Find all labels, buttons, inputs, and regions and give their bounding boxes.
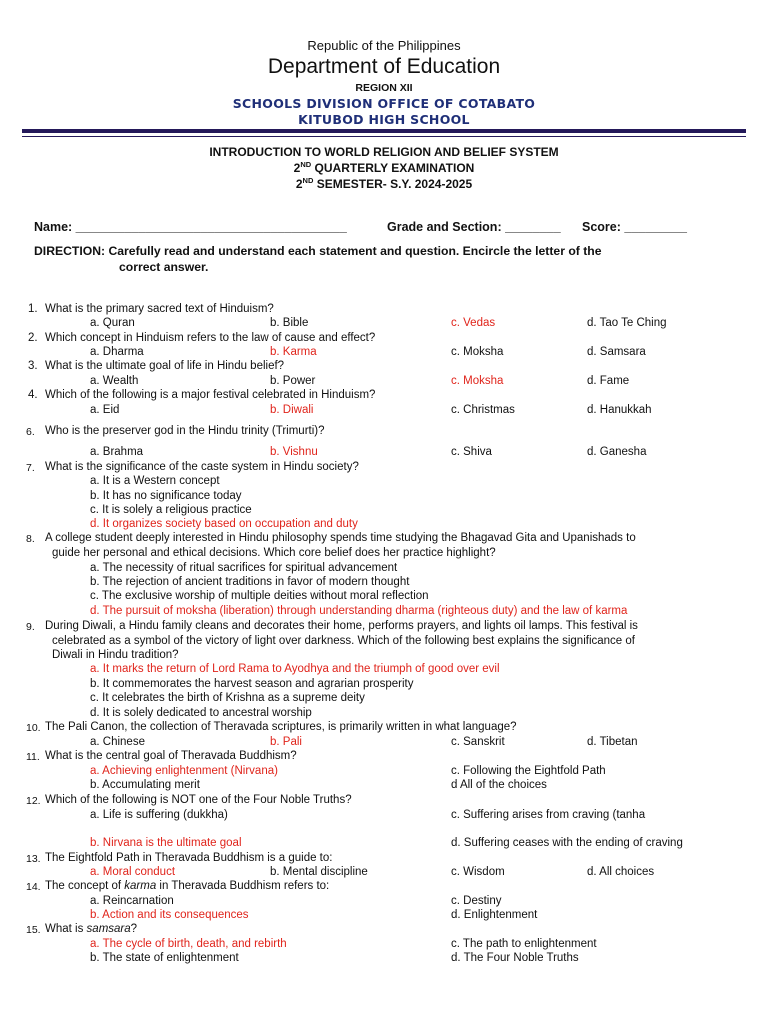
choice: d. It is solely dedicated to ancestral worship xyxy=(90,707,312,719)
question-number: 4. xyxy=(28,389,38,401)
question-text: Who is the preserver god in the Hindu trinity (Trimurti)? xyxy=(45,425,325,437)
question-text-line: celebrated as a symbol of the victory of light over darkness. Which of the following best explains the significance of xyxy=(52,634,635,647)
choice: a. Brahma xyxy=(90,446,144,458)
exam-subject: INTRODUCTION TO WORLD RELIGION AND BELIEF SYSTEM xyxy=(209,145,559,159)
score-field: Score: _________ xyxy=(582,220,687,234)
question-number: 7. xyxy=(26,462,35,474)
exam-quarter: 2ND QUARTERLY EXAMINATION xyxy=(293,160,475,175)
choice: b. Power xyxy=(270,375,316,387)
choice: a. Wealth xyxy=(90,375,139,387)
question-number: 13. xyxy=(26,853,41,865)
choice-correct: b. Karma xyxy=(270,346,317,358)
choice: c. Destiny xyxy=(451,895,502,907)
question-text-line: During Diwali, a Hindu family cleans and decorates their home, performs prayers, and lights oil lamps. This festival is xyxy=(45,620,638,632)
choice: b. The rejection of ancient traditions in favor of modern thought xyxy=(90,576,410,588)
question-number: 2. xyxy=(28,332,38,344)
question-text: What is the ultimate goal of life in Hindu belief? xyxy=(45,360,285,372)
choice: d. The Four Noble Truths xyxy=(451,952,579,964)
question-number: 12. xyxy=(26,795,41,807)
choice-correct: b. Nirvana is the ultimate goal xyxy=(90,837,242,849)
choice: c. Moksha xyxy=(451,346,504,358)
question-text: The Eightfold Path in Theravada Buddhism is a guide to: xyxy=(45,852,333,864)
question-number: 3. xyxy=(28,360,38,372)
question-text: What is the primary sacred text of Hinduism? xyxy=(45,303,274,315)
question-number: 11. xyxy=(26,751,40,763)
choice: c. It celebrates the birth of Krishna as a supreme deity xyxy=(90,692,365,704)
choice: b. Bible xyxy=(270,317,309,329)
choice: d. Tibetan xyxy=(587,736,638,748)
choice: a. Life is suffering (dukkha) xyxy=(90,809,228,821)
department-title: Department of Education xyxy=(267,55,501,78)
choice: d. Tao Te Ching xyxy=(587,317,667,329)
question-number: 1. xyxy=(28,303,38,315)
question-text: What is the significance of the caste system in Hindu society? xyxy=(45,461,359,473)
choice: c. Christmas xyxy=(451,404,515,416)
choice: a. It is a Western concept xyxy=(90,475,220,487)
choice: b. Mental discipline xyxy=(270,866,368,878)
name-field: Name: _______________________________________ xyxy=(34,220,347,234)
choice-correct: b. Action and its consequences xyxy=(90,909,249,921)
choice: a. Dharma xyxy=(90,346,144,358)
choice: c. The path to enlightenment xyxy=(451,938,597,950)
choice: d. Samsara xyxy=(587,346,646,358)
header-divider-thick xyxy=(22,129,746,133)
choice-correct: d. The pursuit of moksha (liberation) through understanding dharma (righteous duty) and the law of karma xyxy=(90,605,628,617)
republic-line: Republic of the Philippines xyxy=(307,38,461,53)
question-number: 10. xyxy=(26,722,41,734)
choice-correct: a. The cycle of birth, death, and rebirth xyxy=(90,938,287,950)
question-number: 14. xyxy=(26,881,41,893)
choice: c. Suffering arises from craving (tanha xyxy=(451,809,646,821)
choice: d. All choices xyxy=(587,866,655,878)
choice-correct: b. Vishnu xyxy=(270,446,318,458)
choice-correct: a. Moral conduct xyxy=(90,866,176,878)
choice: a. Reincarnation xyxy=(90,895,174,907)
choice: d All of the choices xyxy=(451,779,547,791)
school-line: KITUBOD HIGH SCHOOL xyxy=(298,112,470,127)
choice-correct: a. It marks the return of Lord Rama to Ayodhya and the triumph of good over evil xyxy=(90,663,500,675)
choice: c. It is solely a religious practice xyxy=(90,504,252,516)
question-text: Which concept in Hinduism refers to the law of cause and effect? xyxy=(45,332,376,344)
question-text: Which of the following is a major festival celebrated in Hinduism? xyxy=(45,389,376,401)
choice: b. It has no significance today xyxy=(90,490,242,502)
direction-line-1: DIRECTION: Carefully read and understand each statement and question. Encircle the letter of the xyxy=(34,244,602,258)
choice: d. Fame xyxy=(587,375,630,387)
question-text: The Pali Canon, the collection of Theravada scriptures, is primarily written in what language? xyxy=(45,721,517,733)
header-divider-thin xyxy=(22,136,746,137)
choice-correct: d. It organizes society based on occupation and duty xyxy=(90,518,358,530)
question-text: Which of the following is NOT one of the Four Noble Truths? xyxy=(45,794,352,806)
choice-correct: a. Achieving enlightenment (Nirvana) xyxy=(90,765,278,777)
choice-correct: c. Vedas xyxy=(451,317,496,329)
choice: c. The exclusive worship of multiple deities without moral reflection xyxy=(90,590,429,602)
choice: c. Shiva xyxy=(451,446,492,458)
choice: d. Ganesha xyxy=(587,446,647,458)
grade-section-field: Grade and Section: ________ xyxy=(387,220,561,234)
question-text-line: A college student deeply interested in Hindu philosophy spends time studying the Bhagavad Gita and Upanishads to xyxy=(45,532,636,544)
choice: c. Wisdom xyxy=(451,866,505,878)
question-text-line: Diwali in Hindu tradition? xyxy=(52,649,179,661)
question-text: What is samsara? xyxy=(45,923,138,935)
question-text: What is the central goal of Theravada Buddhism? xyxy=(45,750,297,762)
choice: a. The necessity of ritual sacrifices for spiritual advancement xyxy=(90,562,398,574)
choice: d. Enlightenment xyxy=(451,909,538,921)
choice: d. Suffering ceases with the ending of craving xyxy=(451,837,683,849)
exam-semester: 2ND SEMESTER- S.Y. 2024-2025 xyxy=(295,176,473,191)
division-line: SCHOOLS DIVISION OFFICE OF COTABATO xyxy=(232,96,536,111)
choice: d. Hanukkah xyxy=(587,404,652,416)
question-number: 8. xyxy=(26,533,35,545)
choice-correct: b. Pali xyxy=(270,736,302,748)
question-number: 9. xyxy=(26,621,35,633)
choice-correct: c. Moksha xyxy=(451,375,504,387)
direction-line-2: correct answer. xyxy=(119,260,209,274)
choice: b. It commemorates the harvest season and agrarian prosperity xyxy=(90,678,414,690)
choice: a. Chinese xyxy=(90,736,145,748)
question-text-line: guide her personal and ethical decisions. Which core belief does her practice highlight? xyxy=(52,547,496,559)
question-number: 6. xyxy=(26,426,35,438)
choice: a. Eid xyxy=(90,404,120,416)
choice: c. Sanskrit xyxy=(451,736,505,748)
choice: a. Quran xyxy=(90,317,135,329)
choice: b. Accumulating merit xyxy=(90,779,200,791)
question-text: The concept of karma in Theravada Buddhism refers to: xyxy=(45,880,330,892)
choice-correct: b. Diwali xyxy=(270,404,314,416)
choice: b. The state of enlightenment xyxy=(90,952,239,964)
question-number: 15. xyxy=(26,924,41,936)
region-line: REGION XII xyxy=(355,82,413,94)
choice: c. Following the Eightfold Path xyxy=(451,765,606,777)
